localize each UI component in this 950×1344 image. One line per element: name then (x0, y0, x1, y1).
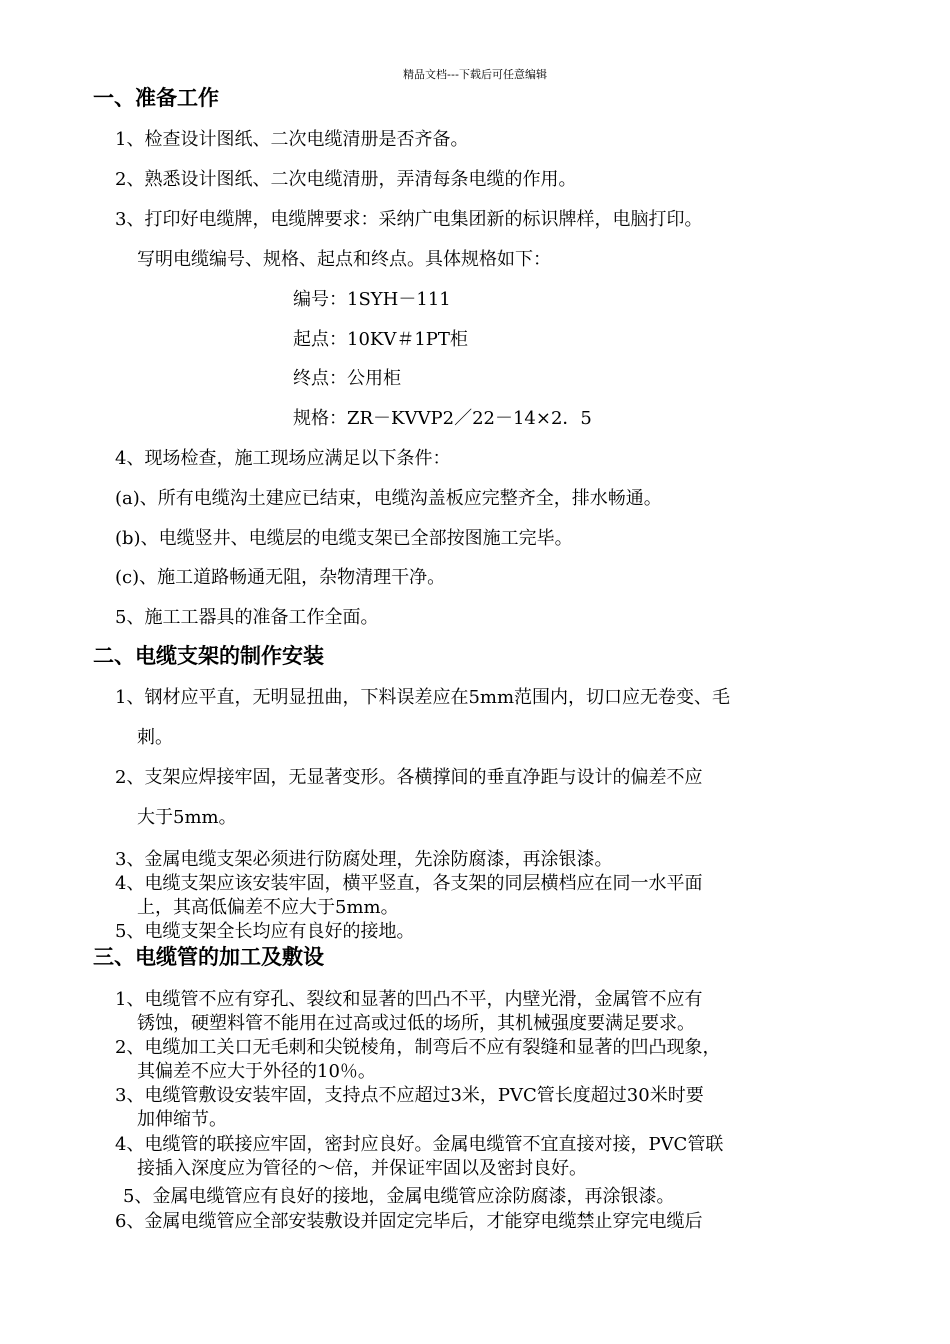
paragraph: (c)、施工道路畅通无阻，杂物清理干净。 (115, 567, 446, 588)
paragraph: 写明电缆编号、规格、起点和终点。具体规格如下： (137, 249, 551, 270)
paragraph: 3、打印好电缆牌，电缆牌要求：采纳广电集团新的标识牌样，电脑打印。 (115, 209, 703, 230)
paragraph: 其偏差不应大于外径的10％。 (137, 1061, 376, 1082)
paragraph: 1、检查设计图纸、二次电缆清册是否齐备。 (115, 129, 469, 150)
paragraph: 5、电缆支架全长均应有良好的接地。 (115, 921, 415, 942)
spec-line: 起点：10KV＃1PT柜 (293, 329, 468, 350)
section-title-conduit: 三、电缆管的加工及敷设 (93, 945, 324, 969)
paragraph: 2、熟悉设计图纸、二次电缆清册，弄清每条电缆的作用。 (115, 169, 577, 190)
paragraph: 加伸缩节。 (137, 1109, 227, 1130)
page-header: 精品文档---下载后可任意编辑 (403, 68, 547, 81)
paragraph: 3、电缆管敷设安装牢固，支持点不应超过3米，PVC管长度超过30米时要 (115, 1085, 704, 1106)
paragraph: 接插入深度应为管径的～倍，并保证牢固以及密封良好。 (137, 1158, 587, 1179)
paragraph: (b)、电缆竖井、电缆层的电缆支架已全部按图施工完毕。 (115, 528, 573, 549)
paragraph: 上，其高低偏差不应大于5mm。 (137, 897, 399, 918)
paragraph: 4、电缆支架应该安装牢固，横平竖直，各支架的同层横档应在同一水平面 (115, 873, 703, 894)
paragraph: (a)、所有电缆沟土建应已结束，电缆沟盖板应完整齐全，排水畅通。 (115, 488, 662, 509)
paragraph: 5、金属电缆管应有良好的接地，金属电缆管应涂防腐漆，再涂银漆。 (123, 1186, 675, 1207)
paragraph: 1、电缆管不应有穿孔、裂纹和显著的凹凸不平，内壁光滑，金属管不应有 (115, 989, 703, 1010)
paragraph: 锈蚀，硬塑料管不能用在过高或过低的场所，其机械强度要满足要求。 (137, 1013, 695, 1034)
paragraph: 3、金属电缆支架必须进行防腐处理，先涂防腐漆，再涂银漆。 (115, 849, 613, 870)
paragraph: 5、施工工器具的准备工作全面。 (115, 607, 379, 628)
spec-line: 规格：ZR－KVVP2／22－14×2．5 (293, 408, 592, 429)
section-title-preparation: 一、准备工作 (93, 86, 219, 110)
paragraph: 大于5mm。 (137, 807, 237, 828)
paragraph: 4、现场检查，施工现场应满足以下条件： (115, 448, 451, 469)
paragraph: 4、电缆管的联接应牢固，密封应良好。金属电缆管不宜直接对接，PVC管联 (115, 1134, 724, 1155)
spec-line: 终点：公用柜 (293, 368, 401, 389)
paragraph: 1、钢材应平直，无明显扭曲，下料误差应在5mm范围内，切口应无卷变、毛 (115, 687, 731, 708)
section-title-bracket: 二、电缆支架的制作安装 (93, 644, 324, 668)
paragraph: 刺。 (137, 727, 173, 748)
paragraph: 2、电缆加工关口无毛刺和尖锐棱角，制弯后不应有裂缝和显著的凹凸现象， (115, 1037, 721, 1058)
paragraph: 6、金属电缆管应全部安装敷设并固定完毕后，才能穿电缆禁止穿完电缆后 (115, 1211, 703, 1232)
paragraph: 2、支架应焊接牢固，无显著变形。各横撑间的垂直净距与设计的偏差不应 (115, 767, 703, 788)
spec-line: 编号：1SYH－111 (293, 289, 451, 310)
